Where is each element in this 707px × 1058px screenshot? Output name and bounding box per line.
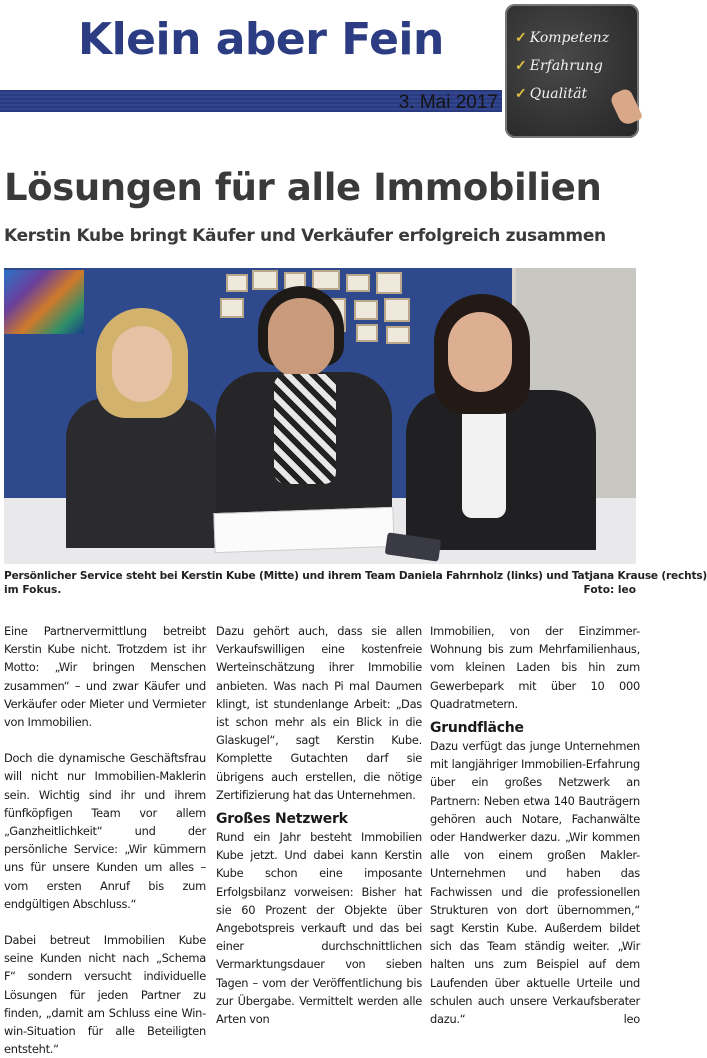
paragraph: Dazu gehört auch, dass sie allen Verkaufswilligen eine kostenfreie Werteinschätzung ihrer Immobilie anbieten. Was nach Pi mal Daumen klingt, ist stundenlange Arbeit: „Das ist schon mehr als ein Blick in die Glaskugel“, sagt Kerstin Kube. Komplette Gutachten darf sie übrigens auch erstellen, die nötige Zertifizierung hat das Unternehmen. (216, 624, 422, 802)
article-headline: Lösungen für alle Immobilien (4, 166, 602, 209)
check-icon: ✓ (515, 30, 527, 46)
photo-credit: Foto: leo (583, 584, 636, 596)
documents-on-desk (213, 507, 394, 553)
paragraph: Dabei betreut Immobilien Kube seine Kunden nicht nach „Schema F“ sondern versucht individuelle Lösungen für jeden Partner zu finden, „damit am Schluss eine Win-win-Situation für alle Beteiligten entsteht.“ (4, 933, 206, 1057)
article-column-3 (430, 622, 640, 1028)
section-heading: Großes Netzwerk (216, 811, 348, 828)
hand-with-chalk-icon (609, 87, 643, 127)
chalk-item: ✓ Kompetenz (515, 30, 610, 46)
check-icon: ✓ (515, 58, 527, 74)
paragraph: Rund ein Jahr besteht Immobilien Kube jetzt. Und dabei kann Kerstin Kube schon eine imposante Erfolgsbilanz vorweisen: Bisher hat sie 60 Prozent der Objekte über Angebotspreis verkauft und das bei einer durchschnittlichen Vermarktungsdauer von sieben Tagen – vom der Veröffentlichung bis zur Übergabe. Vermittelt werden alle Arten von (216, 830, 422, 1027)
paragraph: Eine Partnervermittlung betreibt Kerstin Kube nicht. Trotzdem ist ihr Motto: „Wir bringen Menschen zusammen“ – und zwar Käufer und Verkäufer oder Mieter und Vermieter von Immobilien. (4, 624, 206, 730)
chalkboard-image (505, 4, 639, 138)
article-column-1 (4, 622, 206, 1058)
caption-text: Persönlicher Service steht bei Kerstin Kube (Mitte) und ihrem Team Daniela Fahrnholz (links) und Tatjana Krause (rechts) (4, 570, 707, 582)
chalk-item: ✓ Qualität (515, 86, 588, 102)
caption-text-end: im Fokus. (4, 584, 62, 596)
author-signature: leo (623, 1012, 640, 1027)
check-icon: ✓ (515, 86, 527, 102)
article-subheadline: Kerstin Kube bringt Käufer und Verkäufer erfolgreich zusammen (4, 226, 606, 246)
section-heading: Grundfläche (430, 720, 524, 737)
article-photo (4, 268, 636, 564)
masthead-title: Klein aber Fein (78, 14, 444, 65)
paragraph: Doch die dynamische Geschäftsfrau will nicht nur Immobilien-Maklerin sein. Wichtig sind ihr und ihrem fünfköpfigen Team vor allem „Ganzheitlichkeit“ und der persönliche Service: „Wir kümmern uns für unsere Kunden um alles – vom ersten Anruf bis zum endgültigen Abschluss.“ (4, 751, 206, 911)
person-center (216, 286, 392, 536)
chalk-item: ✓ Erfahrung (515, 58, 603, 74)
paragraph-text: Dazu verfügt das junge Unternehmen mit langjähriger Immobilien-Erfahrung über ein großes Netzwerk an Partnern: Neben etwa 140 Bauträgern gehören auch Notare, Fachanwälte oder Handwerker dazu. „Wir kommen alle von einem großen Makler-Unternehmen und haben das Fachwissen und die professionellen Strukturen von dort übernommen,“ sagt Kerstin Kube. Außerdem bildet sich das Team ständig weiter. „Wir halten uns zum Beispiel auf dem Laufenden über aktuelle Urteile und schulen auch unsere Verkaufsberater dazu.“ (430, 739, 640, 1027)
photo-caption (4, 569, 707, 597)
paragraph: Immobilien, von der Einzimmer-Wohnung bis zum Mehrfamilienhaus, vom kleinen Laden bis hin zum Gewerbepark mit über 10 000 Quadratmetern. (430, 624, 640, 711)
person-left (66, 308, 216, 538)
person-right (406, 294, 596, 544)
article-column-2 (216, 622, 422, 1028)
issue-date: 3. Mai 2017 (398, 92, 498, 113)
paragraph (430, 737, 640, 1028)
